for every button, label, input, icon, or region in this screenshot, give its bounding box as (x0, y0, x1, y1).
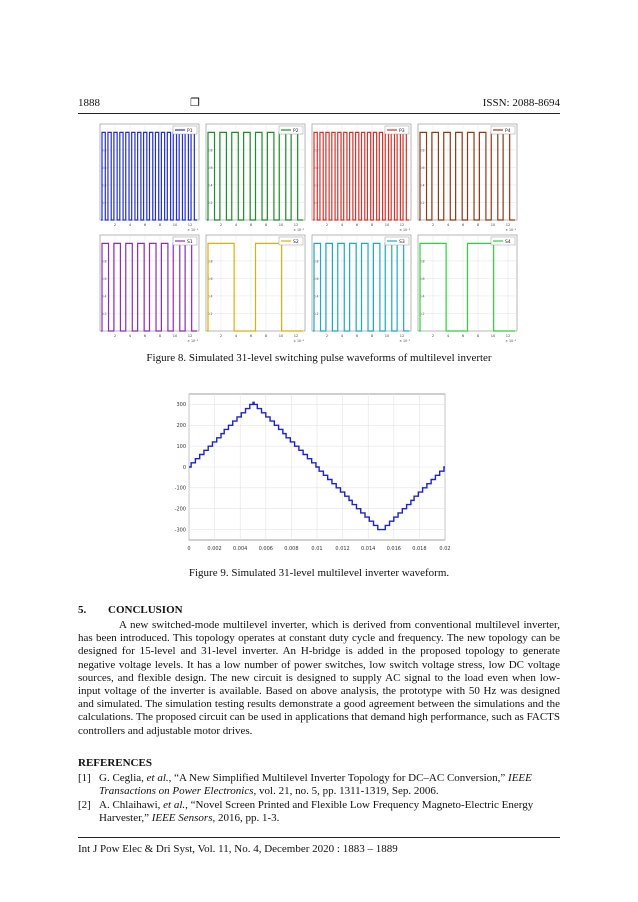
legend-box (173, 126, 197, 134)
x-tick-label: 4 (234, 223, 238, 227)
y-tick-label: 0.4 (313, 183, 319, 188)
x-tick-label: 0.016 (386, 546, 401, 552)
figure-9-chart (165, 388, 455, 556)
x-scale-label: × 10⁻³ (293, 339, 304, 343)
legend-box (385, 126, 409, 134)
pulse-panel-p2 (201, 122, 307, 233)
legend-label: S1 (187, 240, 193, 245)
x-tick-label: 12 (505, 223, 511, 227)
x-tick-label: 10 (172, 223, 178, 227)
pulse-panel-plot (413, 233, 519, 344)
x-scale-label: × 10⁻³ (399, 228, 410, 232)
x-tick-label: 4 (340, 334, 344, 338)
legend-label: P2 (293, 129, 299, 134)
legend-label: P4 (505, 129, 511, 134)
pulse-panel-plot (201, 122, 307, 233)
x-tick-label: 12 (187, 334, 193, 338)
header-rule (78, 113, 560, 114)
legend-label: S4 (505, 240, 511, 245)
y-tick-label: 0.2 (419, 311, 425, 316)
x-tick-label: 4 (128, 223, 132, 227)
y-tick-label: 0.2 (313, 200, 319, 205)
legend-box (173, 237, 197, 245)
legend-box (279, 126, 303, 134)
legend-label: S3 (399, 240, 405, 245)
x-tick-label: 12 (293, 334, 299, 338)
x-tick-label: 8 (264, 223, 268, 227)
x-scale-label: × 10⁻³ (505, 228, 516, 232)
references-heading: REFERENCES (78, 757, 152, 769)
x-tick-label: 6 (461, 334, 465, 338)
x-tick-label: 6 (461, 223, 465, 227)
y-tick-label: 0.6 (313, 165, 319, 170)
y-tick-label: 0.8 (101, 259, 107, 264)
x-scale-label: × 10⁻³ (505, 339, 516, 343)
x-tick-label: 0 (187, 546, 191, 552)
x-tick-label: 0.012 (335, 546, 350, 552)
y-tick-label: 0.8 (207, 259, 213, 264)
x-tick-label: 0.02 (439, 546, 451, 552)
x-tick-label: 2 (219, 334, 223, 338)
x-tick-label: 6 (249, 223, 253, 227)
x-tick-label: 10 (384, 223, 390, 227)
x-tick-label: 8 (264, 334, 268, 338)
reference-text: G. Ceglia, et al., “A New Simplified Multilevel Inverter Topology for DC–AC Conversion,” IEEE Transactions on Power Electronics, vol. 21, no. 5, pp. 1311-1319, Sep. 2006. (99, 772, 532, 797)
pulse-panel-s2 (201, 233, 307, 344)
section-heading (78, 604, 183, 616)
y-tick-label: 0.4 (313, 294, 319, 299)
y-tick-label: -100 (174, 485, 186, 492)
x-tick-label: 0.006 (258, 546, 273, 552)
x-tick-label: 2 (431, 223, 435, 227)
y-tick-label: 0.8 (419, 259, 425, 264)
x-tick-label: 12 (505, 334, 511, 338)
pulse-panel-s1 (95, 233, 201, 344)
legend-box (491, 126, 515, 134)
x-tick-label: 0.018 (412, 546, 427, 552)
y-tick-label: 0.6 (101, 165, 107, 170)
figure-8-caption: Figure 8. Simulated 31-level switching pulse waveforms of multilevel inverter (146, 352, 492, 364)
x-tick-label: 4 (340, 223, 344, 227)
y-tick-label: 0.8 (207, 148, 213, 153)
x-tick-label: 0.008 (284, 546, 299, 552)
x-tick-label: 8 (370, 223, 374, 227)
legend-label: P3 (399, 129, 405, 134)
y-tick-label: 0.4 (207, 183, 213, 188)
x-tick-label: 10 (490, 223, 496, 227)
page-number: 1888 (78, 97, 100, 109)
x-tick-label: 8 (370, 334, 374, 338)
y-tick-label: 0.8 (101, 148, 107, 153)
y-tick-label: 0.6 (313, 276, 319, 281)
figure-9-caption: Figure 9. Simulated 31-level multilevel inverter waveform. (188, 567, 450, 579)
y-tick-label: 0.2 (313, 311, 319, 316)
legend-box (385, 237, 409, 245)
pulse-panel-plot (95, 122, 201, 233)
y-tick-label: 0.6 (207, 276, 213, 281)
y-tick-label: 0.4 (101, 294, 107, 299)
legend-label: S2 (293, 240, 299, 245)
reference-number: [2] (78, 799, 91, 811)
x-tick-label: 4 (446, 223, 450, 227)
x-tick-label: 12 (399, 223, 405, 227)
x-tick-label: 6 (355, 334, 359, 338)
y-tick-label: 0.6 (419, 276, 425, 281)
y-tick-label: 0.6 (419, 165, 425, 170)
y-tick-label: -200 (174, 506, 186, 513)
y-tick-label: 0 (182, 464, 186, 471)
x-tick-label: 10 (278, 334, 284, 338)
x-tick-label: 2 (113, 334, 117, 338)
x-tick-label: 8 (158, 334, 162, 338)
x-tick-label: 12 (187, 223, 193, 227)
x-tick-label: 2 (431, 334, 435, 338)
pulse-panel-s4 (413, 233, 519, 344)
y-tick-label: 0.6 (101, 276, 107, 281)
issn: ISSN: 2088-8694 (482, 97, 560, 109)
reference-item (78, 772, 560, 798)
pulse-panel-p3 (307, 122, 413, 233)
y-tick-label: -300 (174, 527, 186, 534)
x-tick-label: 8 (476, 223, 480, 227)
pulse-panel-p4 (413, 122, 519, 233)
conclusion-paragraph: A new switched-mode multilevel inverter, which is derived from conventional multilevel inverter, has been introduced. This topology operates at constant duty cycle and frequency. The new topology can be designed for 15-level and 31-level inverter. An H-bridge is added in the proposed topology to generate negative voltage levels. It has a low number of power switches, low switch voltage stress, low DC voltage sources, and flexible design. The new circuit is designed to supply AC signal to the load even when low-input voltage of the inverter is available. Based on above analysis, the prototype with 50 Hz was designed and simulated. The simulation testing results demonstrate a good agreement between the simulations and the calculations. The proposed circuit can be used in applications that demand high performance, such as FACTS controllers and adjustable motor drives. (78, 619, 560, 737)
x-scale-label: × 10⁻³ (399, 339, 410, 343)
x-tick-label: 0.004 (233, 546, 248, 552)
x-tick-label: 2 (325, 334, 329, 338)
y-tick-label: 0.4 (419, 183, 425, 188)
pulse-panel-plot (201, 233, 307, 344)
x-tick-label: 6 (143, 334, 147, 338)
square-icon: ❐ (190, 96, 200, 109)
x-tick-label: 8 (476, 334, 480, 338)
x-tick-label: 4 (234, 334, 238, 338)
legend-box (491, 237, 515, 245)
y-tick-label: 100 (176, 443, 186, 450)
x-tick-label: 8 (158, 223, 162, 227)
x-tick-label: 0.002 (207, 546, 222, 552)
y-tick-label: 200 (176, 423, 186, 430)
legend-label: P1 (187, 129, 193, 134)
x-tick-label: 2 (325, 223, 329, 227)
x-tick-label: 10 (490, 334, 496, 338)
y-tick-label: 0.8 (419, 148, 425, 153)
reference-text: A. Chlaihawi, et al., “Novel Screen Printed and Flexible Low Frequency Magneto-Electric Energy Harvester,” IEEE Sensors, 2016, pp. 1-3. (99, 799, 534, 824)
x-tick-label: 6 (249, 334, 253, 338)
x-tick-label: 12 (399, 334, 405, 338)
pulse-panel-plot (95, 233, 201, 344)
y-tick-label: 0.6 (207, 165, 213, 170)
y-tick-label: 0.2 (101, 311, 107, 316)
x-tick-label: 10 (278, 223, 284, 227)
pulse-panel-s3 (307, 233, 413, 344)
y-tick-label: 0.2 (419, 200, 425, 205)
pulse-panel-p1 (95, 122, 201, 233)
pulse-panel-plot (307, 233, 413, 344)
x-tick-label: 6 (355, 223, 359, 227)
section-title: CONCLUSION (108, 604, 183, 616)
figure-8 (95, 122, 520, 344)
y-tick-label: 0.4 (101, 183, 107, 188)
x-tick-label: 2 (219, 223, 223, 227)
figure-9 (165, 388, 455, 556)
x-tick-label: 4 (446, 334, 450, 338)
x-scale-label: × 10⁻³ (187, 228, 198, 232)
pulse-panel-plot (307, 122, 413, 233)
section-number: 5. (78, 604, 87, 616)
x-tick-label: 0.014 (361, 546, 376, 552)
y-tick-label: 0.8 (313, 148, 319, 153)
y-tick-label: 0.4 (207, 294, 213, 299)
reference-item (78, 799, 560, 825)
x-tick-label: 4 (128, 334, 132, 338)
x-scale-label: × 10⁻³ (293, 228, 304, 232)
pulse-panel-plot (413, 122, 519, 233)
x-tick-label: 6 (143, 223, 147, 227)
y-tick-label: 300 (176, 402, 186, 409)
y-tick-label: 0.2 (207, 200, 213, 205)
x-scale-label: × 10⁻³ (187, 339, 198, 343)
x-tick-label: 10 (384, 334, 390, 338)
y-tick-label: 0.2 (207, 311, 213, 316)
x-tick-label: 2 (113, 223, 117, 227)
x-tick-label: 12 (293, 223, 299, 227)
footer-rule (78, 837, 560, 838)
reference-number: [1] (78, 772, 91, 784)
y-tick-label: 0.4 (419, 294, 425, 299)
y-tick-label: 0.8 (313, 259, 319, 264)
legend-box (279, 237, 303, 245)
x-tick-label: 0.01 (311, 546, 323, 552)
y-tick-label: 0.2 (101, 200, 107, 205)
footer-citation: Int J Pow Elec & Dri Syst, Vol. 11, No. 4, December 2020 : 1883 – 1889 (78, 843, 398, 855)
x-tick-label: 10 (172, 334, 178, 338)
